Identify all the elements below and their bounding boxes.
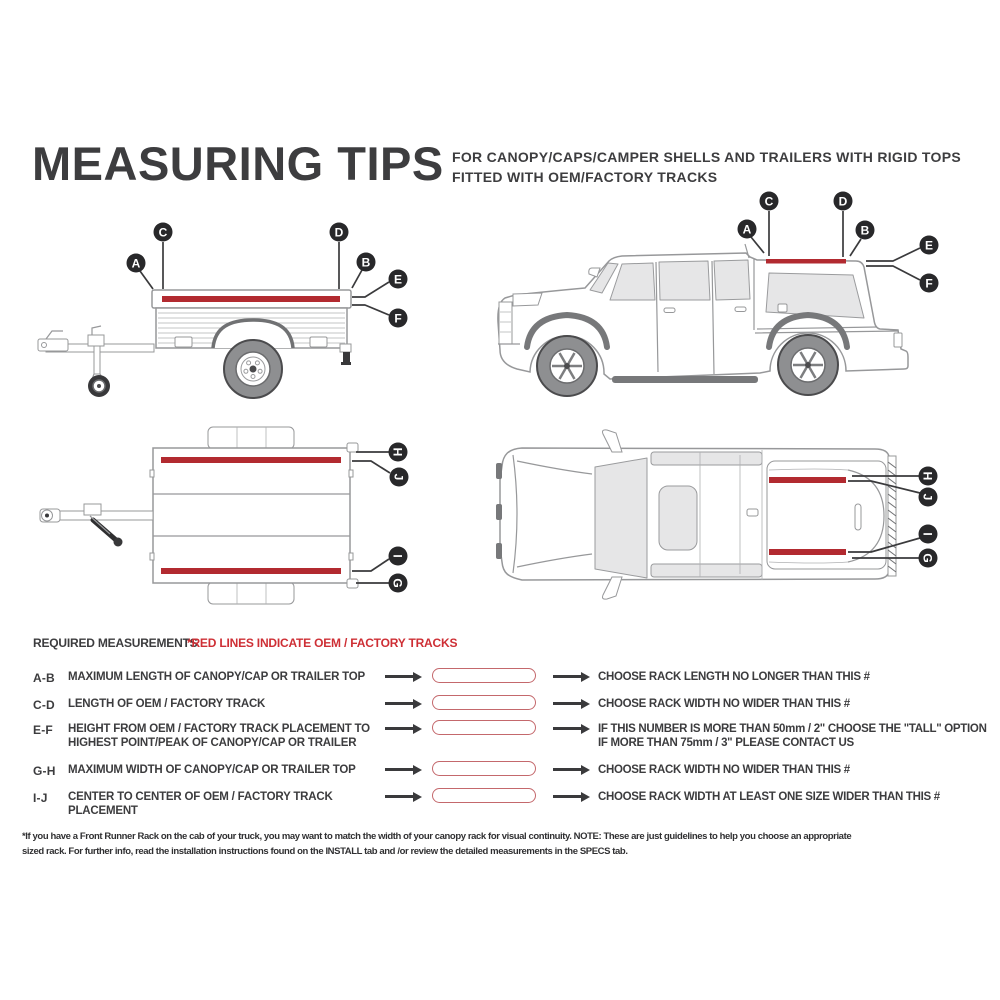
measurement-input-cd[interactable] (432, 695, 536, 710)
trailer-hitch-top (40, 504, 123, 547)
trailer-top-callout-lines (352, 452, 390, 583)
callout-letter: I (390, 554, 405, 558)
callout-letter: J (391, 473, 406, 481)
truck-side-view-diagram (480, 190, 980, 440)
fuel-cap (778, 304, 787, 312)
measurement-id: E-F (33, 723, 53, 737)
callout-letter: G (390, 578, 405, 588)
latch-mark (349, 470, 353, 477)
measurement-description: LENGTH OF OEM / FACTORY TRACK (68, 698, 266, 710)
measurement-description: HEIGHT FROM OEM / FACTORY TRACK PLACEMENT TO HIGHEST POINT/PEAK OF CANOPY/CAP OR TRAILER (68, 723, 370, 749)
latch-mark (150, 470, 154, 477)
callout-a-truck-side (738, 220, 757, 239)
trailer-latch-right (310, 337, 327, 347)
oem-track-red-line-bottom (161, 568, 341, 574)
side-windows-top (651, 452, 762, 465)
callout-letter: B (860, 223, 870, 238)
measurement-description: MAXIMUM WIDTH OF CANOPY/CAP OR TRAILER TOP (68, 764, 356, 776)
red-lines-note: *RED LINES INDICATE OEM / FACTORY TRACKS (187, 636, 458, 650)
truck-side-drawing (498, 244, 908, 396)
measurement-instruction: IF THIS NUMBER IS MORE THAN 50mm / 2" CHOOSE THE "TALL" OPTION IF MORE THAN 75mm / 3" PLEASE CONTACT US (598, 723, 987, 749)
trailer-fender-top (208, 427, 294, 449)
callout-letter: H (390, 447, 405, 457)
trailer-side-view-diagram (30, 195, 470, 440)
callout-h-trailer-top (389, 443, 408, 462)
callout-b-truck-side (856, 221, 875, 240)
callout-letter: E (924, 238, 934, 253)
trailer-drawbar-top (58, 511, 153, 520)
taillight (894, 333, 902, 347)
latch-mark (349, 553, 353, 560)
callout-i-truck-top (919, 525, 938, 544)
canopy-handle (855, 504, 861, 530)
measurement-row-ij (0, 791, 1000, 821)
measurement-id: A-B (33, 671, 55, 685)
callout-letter: E (393, 272, 403, 287)
arrow-right-icon (553, 702, 581, 705)
truck-running-board (612, 376, 758, 383)
callout-letter: D (838, 194, 848, 209)
windshield-top-view (595, 458, 647, 578)
trailer-top-view-diagram (30, 420, 470, 630)
footnote-line-2: sized rack. For further info, read the installation instructions found on the INSTALL tab and /or review the detailed measurements in the SPECS tab. (22, 845, 628, 857)
sunroof (659, 486, 697, 550)
arrow-right-icon (385, 795, 413, 798)
subtitle-line-2: FITTED WITH OEM/FACTORY TRACKS (452, 169, 718, 185)
measurement-instruction: CHOOSE RACK WIDTH NO WIDER THAN THIS # (598, 698, 850, 710)
measurement-input-gh[interactable] (432, 761, 536, 776)
trailer-fender-bottom (208, 582, 294, 604)
callout-letter: F (394, 311, 402, 326)
measurement-input-ij[interactable] (432, 788, 536, 803)
bed-handle (747, 509, 758, 516)
callout-e-trailer-side (389, 270, 408, 289)
callout-letter: C (158, 225, 168, 240)
page-title: MEASURING TIPS (32, 137, 444, 190)
side-windows-bottom (651, 564, 762, 577)
callout-f-truck-side (920, 274, 939, 293)
front-grille-mark (496, 463, 502, 479)
trailer-latch-left (175, 337, 192, 347)
door-handle-front (664, 308, 675, 313)
arrow-right-icon (553, 795, 581, 798)
callout-e-truck-side (920, 236, 939, 255)
front-grille-mark (496, 504, 502, 520)
callout-letter: J (920, 493, 935, 501)
oem-track-red-line-top (769, 477, 846, 483)
corner-nub-top (347, 443, 358, 452)
oem-track-red-line-top (161, 457, 341, 463)
measurement-input-ef[interactable] (432, 720, 536, 735)
footnote (22, 830, 980, 859)
required-measurements-label: REQUIRED MEASUREMENTS (33, 636, 198, 650)
trailer-hitch-coupler (38, 331, 68, 351)
truck-quarter-window (714, 260, 750, 300)
truck-rear-wheel (778, 335, 838, 395)
measurement-id: C-D (33, 698, 55, 712)
arrow-right-icon (385, 768, 413, 771)
callout-b-trailer-side (357, 253, 376, 272)
callout-c-truck-side (760, 192, 779, 211)
truck-rear-window (659, 261, 710, 300)
footnote-line-1: *If you have a Front Runner Rack on the cab of your truck, you may want to match the width of your canopy rack for visual continuity. NOTE: These are just guidelines to help you choose an appropriate (22, 831, 852, 842)
callout-letter: H (920, 471, 935, 481)
oem-track-red-line (162, 296, 340, 302)
callout-letter: D (334, 225, 344, 240)
oem-track-red-line (766, 259, 846, 264)
front-grille-mark (496, 543, 502, 559)
callout-h-truck-top (919, 467, 938, 486)
arrow-right-icon (553, 675, 581, 678)
oem-track-red-line-bottom (769, 549, 846, 555)
callout-letter: G (920, 553, 935, 563)
callout-j-trailer-top (390, 468, 409, 487)
latch-mark (150, 553, 154, 560)
trailer-side-drawing (38, 290, 351, 398)
door-handle-rear (735, 307, 746, 312)
callout-letter: F (925, 276, 933, 291)
callout-f-trailer-side (389, 309, 408, 328)
measurement-instruction: CHOOSE RACK LENGTH NO LONGER THAN THIS # (598, 671, 870, 683)
callout-letter: A (131, 256, 141, 271)
arrow-right-icon (553, 768, 581, 771)
callout-g-trailer-top (389, 574, 408, 593)
callout-letter: A (742, 222, 752, 237)
callout-letter: C (764, 194, 774, 209)
truck-top-drawing (496, 430, 896, 599)
trailer-wheel (224, 340, 282, 398)
callout-g-truck-top (919, 549, 938, 568)
trailer-jockey-wheel (88, 326, 110, 397)
truck-top-view-diagram (480, 420, 980, 630)
callout-c-trailer-side (154, 223, 173, 242)
callout-a-trailer-side (127, 254, 146, 273)
measurement-row-ef (0, 723, 1000, 753)
measurement-id: I-J (33, 791, 48, 805)
arrow-right-icon (385, 702, 413, 705)
arrow-right-icon (385, 727, 413, 730)
measurement-instruction: CHOOSE RACK WIDTH AT LEAST ONE SIZE WIDER THAN THIS # (598, 791, 940, 803)
measurement-description: CENTER TO CENTER OF OEM / FACTORY TRACK PLACEMENT (68, 791, 333, 817)
callout-d-truck-side (834, 192, 853, 211)
callout-i-trailer-top (389, 547, 408, 566)
callout-j-truck-top (919, 488, 938, 507)
measurement-description: MAXIMUM LENGTH OF CANOPY/CAP OR TRAILER TOP (68, 671, 366, 683)
measurement-input-ab[interactable] (432, 668, 536, 683)
arrow-right-icon (385, 675, 413, 678)
callout-letter: I (920, 532, 935, 536)
trailer-rear-stand (340, 344, 351, 365)
subtitle-line-1: FOR CANOPY/CAPS/CAMPER SHELLS AND TRAILERS WITH RIGID TOPS (452, 149, 961, 165)
page-subtitle (452, 147, 961, 187)
trailer-body-top (153, 448, 350, 583)
measurement-id: G-H (33, 764, 56, 778)
callout-letter: B (361, 255, 371, 270)
trailer-top-drawing (40, 427, 358, 604)
callout-d-trailer-side (330, 223, 349, 242)
handbrake-lever (93, 520, 116, 540)
arrow-right-icon (553, 727, 581, 730)
truck-front-wheel (537, 336, 597, 396)
measurement-instruction: CHOOSE RACK WIDTH NO WIDER THAN THIS # (598, 764, 850, 776)
